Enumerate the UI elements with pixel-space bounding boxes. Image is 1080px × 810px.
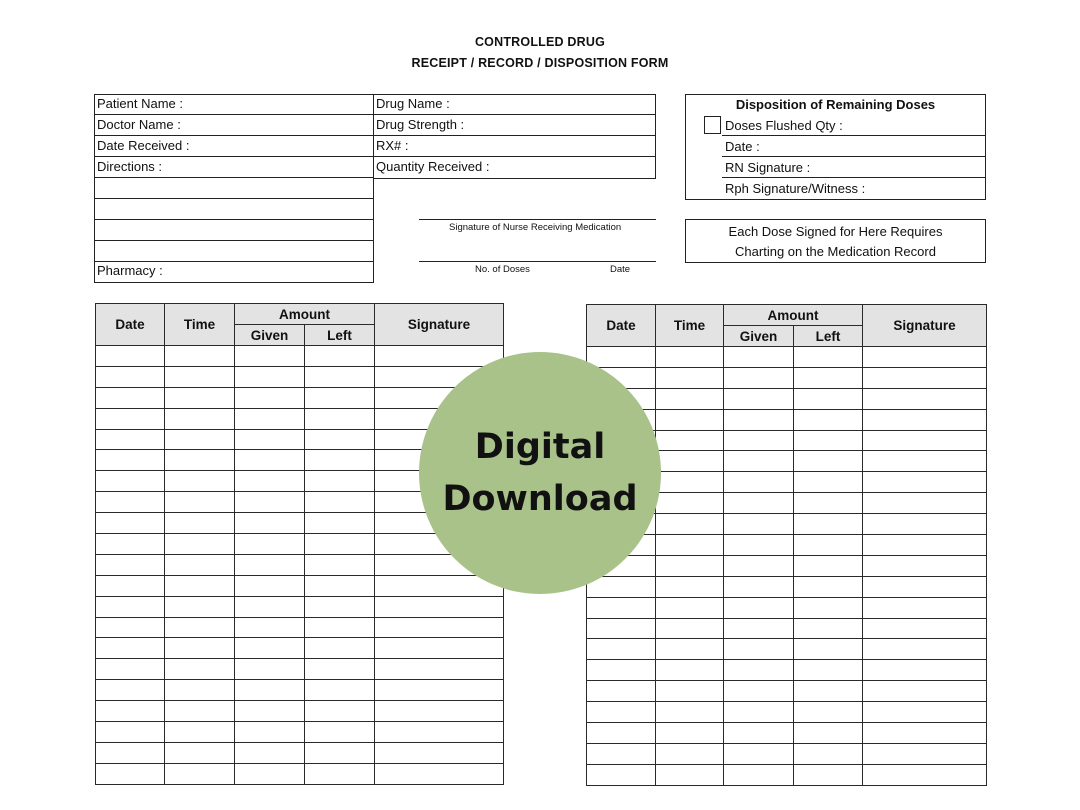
given-cell[interactable]: [724, 660, 794, 681]
disposition-title: Disposition of Remaining Doses: [735, 97, 936, 112]
time-cell[interactable]: [656, 493, 724, 514]
table-row: [96, 763, 504, 784]
date-cell[interactable]: [96, 575, 165, 596]
doses-flushed-checkbox[interactable]: [704, 116, 721, 134]
time-cell[interactable]: [656, 388, 724, 409]
time-cell[interactable]: [656, 597, 724, 618]
given-cell[interactable]: [235, 596, 305, 617]
left-cell[interactable]: [794, 702, 863, 723]
signature-cell[interactable]: [863, 430, 987, 451]
patient-name-field[interactable]: Patient Name :: [97, 96, 183, 111]
given-cell[interactable]: [235, 387, 305, 408]
date-cell[interactable]: [96, 492, 165, 513]
given-cell[interactable]: [235, 680, 305, 701]
date-cell[interactable]: [96, 387, 165, 408]
time-cell[interactable]: [656, 681, 724, 702]
time-cell[interactable]: [656, 347, 724, 368]
time-cell[interactable]: [165, 429, 235, 450]
date-cell[interactable]: [587, 702, 656, 723]
given-cell[interactable]: [724, 388, 794, 409]
table-row: [96, 366, 504, 387]
left-cell[interactable]: [305, 471, 375, 492]
nurse-signature-label: Signature of Nurse Receiving Medication: [449, 222, 622, 233]
left-cell[interactable]: [305, 408, 375, 429]
time-cell[interactable]: [165, 387, 235, 408]
signature-cell[interactable]: [863, 576, 987, 597]
row-divider: [373, 135, 656, 136]
signature-cell[interactable]: [863, 514, 987, 535]
left-cell[interactable]: [305, 554, 375, 575]
doses-flushed-qty-field[interactable]: Doses Flushed Qty :: [725, 118, 843, 133]
left-cell[interactable]: [794, 347, 863, 368]
signature-cell[interactable]: [863, 472, 987, 493]
given-cell[interactable]: [724, 367, 794, 388]
given-cell[interactable]: [235, 575, 305, 596]
time-cell[interactable]: [165, 638, 235, 659]
left-cell[interactable]: [305, 366, 375, 387]
date-cell[interactable]: [96, 763, 165, 784]
time-cell[interactable]: [165, 450, 235, 471]
given-cell[interactable]: [724, 597, 794, 618]
left-cell[interactable]: [305, 429, 375, 450]
column-header-date: Date: [96, 304, 165, 346]
digital-download-badge: [419, 352, 661, 594]
row-divider: [94, 135, 374, 136]
date-cell[interactable]: [96, 680, 165, 701]
given-cell[interactable]: [235, 366, 305, 387]
rph-signature-witness-field[interactable]: Rph Signature/Witness :: [725, 181, 866, 196]
given-cell[interactable]: [724, 555, 794, 576]
date-cell[interactable]: [587, 597, 656, 618]
table-row: [587, 681, 987, 702]
table-row: [96, 659, 504, 680]
signature-cell[interactable]: [375, 680, 504, 701]
table-row: [96, 596, 504, 617]
form-title-line-1: CONTROLLED DRUG: [474, 35, 606, 49]
column-header-left: Left: [794, 326, 863, 347]
signature-cell[interactable]: [863, 681, 987, 702]
given-cell[interactable]: [235, 513, 305, 534]
signature-cell[interactable]: [375, 346, 504, 367]
given-cell[interactable]: [724, 681, 794, 702]
time-cell[interactable]: [165, 346, 235, 367]
time-cell[interactable]: [165, 617, 235, 638]
left-cell[interactable]: [794, 723, 863, 744]
left-cell[interactable]: [794, 681, 863, 702]
table-row: [587, 367, 987, 388]
row-divider: [373, 156, 656, 157]
given-cell[interactable]: [724, 472, 794, 493]
given-cell[interactable]: [724, 723, 794, 744]
time-cell[interactable]: [165, 408, 235, 429]
rn-signature-field[interactable]: RN Signature :: [725, 160, 811, 175]
time-cell[interactable]: [165, 575, 235, 596]
row-divider: [94, 156, 374, 157]
signature-cell[interactable]: [863, 367, 987, 388]
time-cell[interactable]: [165, 742, 235, 763]
notice-line-2: Charting on the Medication Record: [735, 244, 936, 259]
signature-cell[interactable]: [863, 451, 987, 472]
left-cell[interactable]: [794, 597, 863, 618]
left-cell[interactable]: [305, 659, 375, 680]
table-row: [587, 618, 987, 639]
time-cell[interactable]: [165, 763, 235, 784]
badge-line-1: Digital: [474, 427, 606, 467]
row-divider: [722, 156, 986, 157]
signature-cell[interactable]: [375, 763, 504, 784]
table-row: [587, 347, 987, 368]
given-cell[interactable]: [724, 535, 794, 556]
signature-cell[interactable]: [863, 535, 987, 556]
time-cell[interactable]: [656, 514, 724, 535]
time-cell[interactable]: [656, 723, 724, 744]
signature-cell[interactable]: [863, 723, 987, 744]
drug-strength-field[interactable]: Drug Strength :: [376, 117, 465, 132]
left-cell[interactable]: [794, 618, 863, 639]
table-row: [587, 597, 987, 618]
signature-cell[interactable]: [863, 743, 987, 764]
time-cell[interactable]: [656, 472, 724, 493]
column-header-given: Given: [235, 325, 305, 346]
given-cell[interactable]: [235, 722, 305, 743]
given-cell[interactable]: [724, 514, 794, 535]
row-divider: [722, 177, 986, 178]
signature-cell[interactable]: [863, 409, 987, 430]
date-cell[interactable]: [96, 659, 165, 680]
date-cell[interactable]: [96, 450, 165, 471]
given-cell[interactable]: [724, 347, 794, 368]
signature-date-label: Date: [610, 264, 631, 275]
signature-cell[interactable]: [863, 493, 987, 514]
time-cell[interactable]: [656, 702, 724, 723]
date-cell[interactable]: [96, 429, 165, 450]
time-cell[interactable]: [165, 722, 235, 743]
signature-cell[interactable]: [863, 764, 987, 785]
given-cell[interactable]: [724, 430, 794, 451]
time-cell[interactable]: [656, 764, 724, 785]
time-cell[interactable]: [165, 680, 235, 701]
nurse-signature-line[interactable]: [419, 219, 656, 220]
form-title-line-2: RECEIPT / RECORD / DISPOSITION FORM: [411, 56, 669, 70]
left-cell[interactable]: [794, 743, 863, 764]
date-cell[interactable]: [96, 513, 165, 534]
left-cell[interactable]: [305, 742, 375, 763]
date-cell[interactable]: [587, 639, 656, 660]
given-cell[interactable]: [235, 742, 305, 763]
given-cell[interactable]: [235, 638, 305, 659]
left-cell[interactable]: [794, 660, 863, 681]
signature-cell[interactable]: [375, 596, 504, 617]
left-cell[interactable]: [305, 513, 375, 534]
badge-line-2: Download: [442, 479, 638, 519]
left-cell[interactable]: [305, 617, 375, 638]
row-divider: [94, 177, 374, 178]
date-cell[interactable]: [587, 660, 656, 681]
row-divider: [373, 114, 656, 115]
column-header-given: Given: [724, 326, 794, 347]
left-cell[interactable]: [305, 701, 375, 722]
left-cell[interactable]: [794, 535, 863, 556]
left-cell[interactable]: [794, 472, 863, 493]
date-cell[interactable]: [587, 743, 656, 764]
signature-cell[interactable]: [863, 347, 987, 368]
doses-date-line[interactable]: [419, 261, 656, 262]
signature-cell[interactable]: [863, 597, 987, 618]
row-divider: [94, 261, 374, 262]
table-row: [96, 680, 504, 701]
given-cell[interactable]: [235, 617, 305, 638]
given-cell[interactable]: [724, 639, 794, 660]
date-received-field[interactable]: Date Received :: [97, 138, 190, 153]
pharmacy-field[interactable]: Pharmacy :: [97, 263, 163, 278]
time-cell[interactable]: [165, 513, 235, 534]
left-cell[interactable]: [305, 387, 375, 408]
date-cell[interactable]: [587, 723, 656, 744]
row-divider: [94, 219, 374, 220]
signature-cell[interactable]: [375, 742, 504, 763]
signature-cell[interactable]: [863, 388, 987, 409]
table-row: [96, 638, 504, 659]
column-header-time: Time: [656, 305, 724, 347]
left-cell[interactable]: [305, 346, 375, 367]
time-cell[interactable]: [656, 743, 724, 764]
left-cell[interactable]: [794, 555, 863, 576]
date-cell[interactable]: [96, 596, 165, 617]
table-row: [96, 554, 504, 575]
left-cell[interactable]: [794, 764, 863, 785]
table-row: [587, 743, 987, 764]
signature-cell[interactable]: [863, 639, 987, 660]
no-of-doses-label: No. of Doses: [475, 264, 530, 275]
table-row: [96, 701, 504, 722]
left-cell[interactable]: [305, 492, 375, 513]
left-cell[interactable]: [305, 763, 375, 784]
given-cell[interactable]: [235, 450, 305, 471]
column-header-amount: Amount: [724, 305, 863, 326]
left-cell[interactable]: [305, 575, 375, 596]
table-row: [96, 575, 504, 596]
date-cell[interactable]: [96, 638, 165, 659]
time-cell[interactable]: [165, 534, 235, 555]
table-row: [96, 722, 504, 743]
left-cell[interactable]: [794, 430, 863, 451]
date-cell[interactable]: [587, 764, 656, 785]
signature-cell[interactable]: [375, 659, 504, 680]
table-row: [587, 535, 987, 556]
date-cell[interactable]: [96, 346, 165, 367]
time-cell[interactable]: [656, 535, 724, 556]
time-cell[interactable]: [165, 366, 235, 387]
given-cell[interactable]: [724, 764, 794, 785]
table-row: [587, 660, 987, 681]
charting-notice-box: [685, 219, 986, 263]
left-cell[interactable]: [305, 450, 375, 471]
given-cell[interactable]: [724, 451, 794, 472]
signature-cell[interactable]: [375, 701, 504, 722]
left-cell[interactable]: [794, 576, 863, 597]
given-cell[interactable]: [724, 493, 794, 514]
left-cell[interactable]: [305, 596, 375, 617]
time-cell[interactable]: [165, 471, 235, 492]
rx-number-field[interactable]: RX# :: [376, 138, 409, 153]
directions-field[interactable]: Directions :: [97, 159, 163, 174]
date-cell[interactable]: [96, 701, 165, 722]
column-header-signature: Signature: [863, 305, 987, 347]
date-cell[interactable]: [96, 366, 165, 387]
date-cell[interactable]: [96, 617, 165, 638]
given-cell[interactable]: [235, 346, 305, 367]
left-cell[interactable]: [305, 638, 375, 659]
left-cell[interactable]: [305, 680, 375, 701]
date-cell[interactable]: [96, 742, 165, 763]
given-cell[interactable]: [235, 701, 305, 722]
given-cell[interactable]: [235, 429, 305, 450]
table-row: [587, 702, 987, 723]
time-cell[interactable]: [656, 618, 724, 639]
column-header-signature: Signature: [375, 304, 504, 346]
left-cell[interactable]: [794, 639, 863, 660]
column-header-amount: Amount: [235, 304, 375, 325]
signature-cell[interactable]: [375, 638, 504, 659]
table-row: [96, 617, 504, 638]
given-cell[interactable]: [235, 471, 305, 492]
date-cell[interactable]: [587, 618, 656, 639]
given-cell[interactable]: [724, 576, 794, 597]
table-row: [587, 764, 987, 785]
date-cell[interactable]: [96, 534, 165, 555]
signature-cell[interactable]: [863, 555, 987, 576]
signature-cell[interactable]: [863, 702, 987, 723]
signature-cell[interactable]: [863, 618, 987, 639]
time-cell[interactable]: [656, 409, 724, 430]
date-cell[interactable]: [96, 554, 165, 575]
left-cell[interactable]: [794, 388, 863, 409]
table-row: [96, 346, 504, 367]
time-cell[interactable]: [656, 451, 724, 472]
table-row: [587, 576, 987, 597]
given-cell[interactable]: [724, 409, 794, 430]
signature-cell[interactable]: [863, 660, 987, 681]
given-cell[interactable]: [235, 534, 305, 555]
time-cell[interactable]: [656, 639, 724, 660]
given-cell[interactable]: [724, 743, 794, 764]
doctor-name-field[interactable]: Doctor Name :: [97, 117, 181, 132]
drug-name-field[interactable]: Drug Name :: [376, 96, 450, 111]
given-cell[interactable]: [235, 492, 305, 513]
date-cell[interactable]: [587, 347, 656, 368]
notice-line-1: Each Dose Signed for Here Requires: [728, 224, 943, 239]
date-cell[interactable]: [96, 722, 165, 743]
column-header-left: Left: [305, 325, 375, 346]
time-cell[interactable]: [656, 367, 724, 388]
table-row: [587, 555, 987, 576]
row-divider: [94, 114, 374, 115]
left-cell[interactable]: [794, 493, 863, 514]
disposition-date-field[interactable]: Date :: [725, 139, 760, 154]
left-cell[interactable]: [794, 367, 863, 388]
row-divider: [94, 198, 374, 199]
date-cell[interactable]: [96, 408, 165, 429]
time-cell[interactable]: [165, 554, 235, 575]
given-cell[interactable]: [724, 702, 794, 723]
column-header-time: Time: [165, 304, 235, 346]
given-cell[interactable]: [235, 763, 305, 784]
left-cell[interactable]: [794, 409, 863, 430]
dose-log-table-right: [586, 304, 987, 786]
row-divider: [94, 240, 374, 241]
signature-cell[interactable]: [375, 722, 504, 743]
signature-cell[interactable]: [375, 617, 504, 638]
table-row: [587, 723, 987, 744]
time-cell[interactable]: [165, 596, 235, 617]
time-cell[interactable]: [656, 555, 724, 576]
time-cell[interactable]: [165, 492, 235, 513]
row-divider: [722, 135, 986, 136]
column-header-date: Date: [587, 305, 656, 347]
given-cell[interactable]: [724, 618, 794, 639]
time-cell[interactable]: [656, 430, 724, 451]
table-row: [96, 742, 504, 763]
left-cell[interactable]: [305, 534, 375, 555]
quantity-received-field[interactable]: Quantity Received :: [376, 159, 490, 174]
table-row: [587, 388, 987, 409]
date-cell[interactable]: [587, 681, 656, 702]
date-cell[interactable]: [96, 471, 165, 492]
time-cell[interactable]: [165, 701, 235, 722]
time-cell[interactable]: [656, 660, 724, 681]
time-cell[interactable]: [165, 659, 235, 680]
given-cell[interactable]: [235, 408, 305, 429]
left-cell[interactable]: [305, 722, 375, 743]
table-row: [587, 639, 987, 660]
left-cell[interactable]: [794, 451, 863, 472]
left-cell[interactable]: [794, 514, 863, 535]
given-cell[interactable]: [235, 554, 305, 575]
given-cell[interactable]: [235, 659, 305, 680]
time-cell[interactable]: [656, 576, 724, 597]
